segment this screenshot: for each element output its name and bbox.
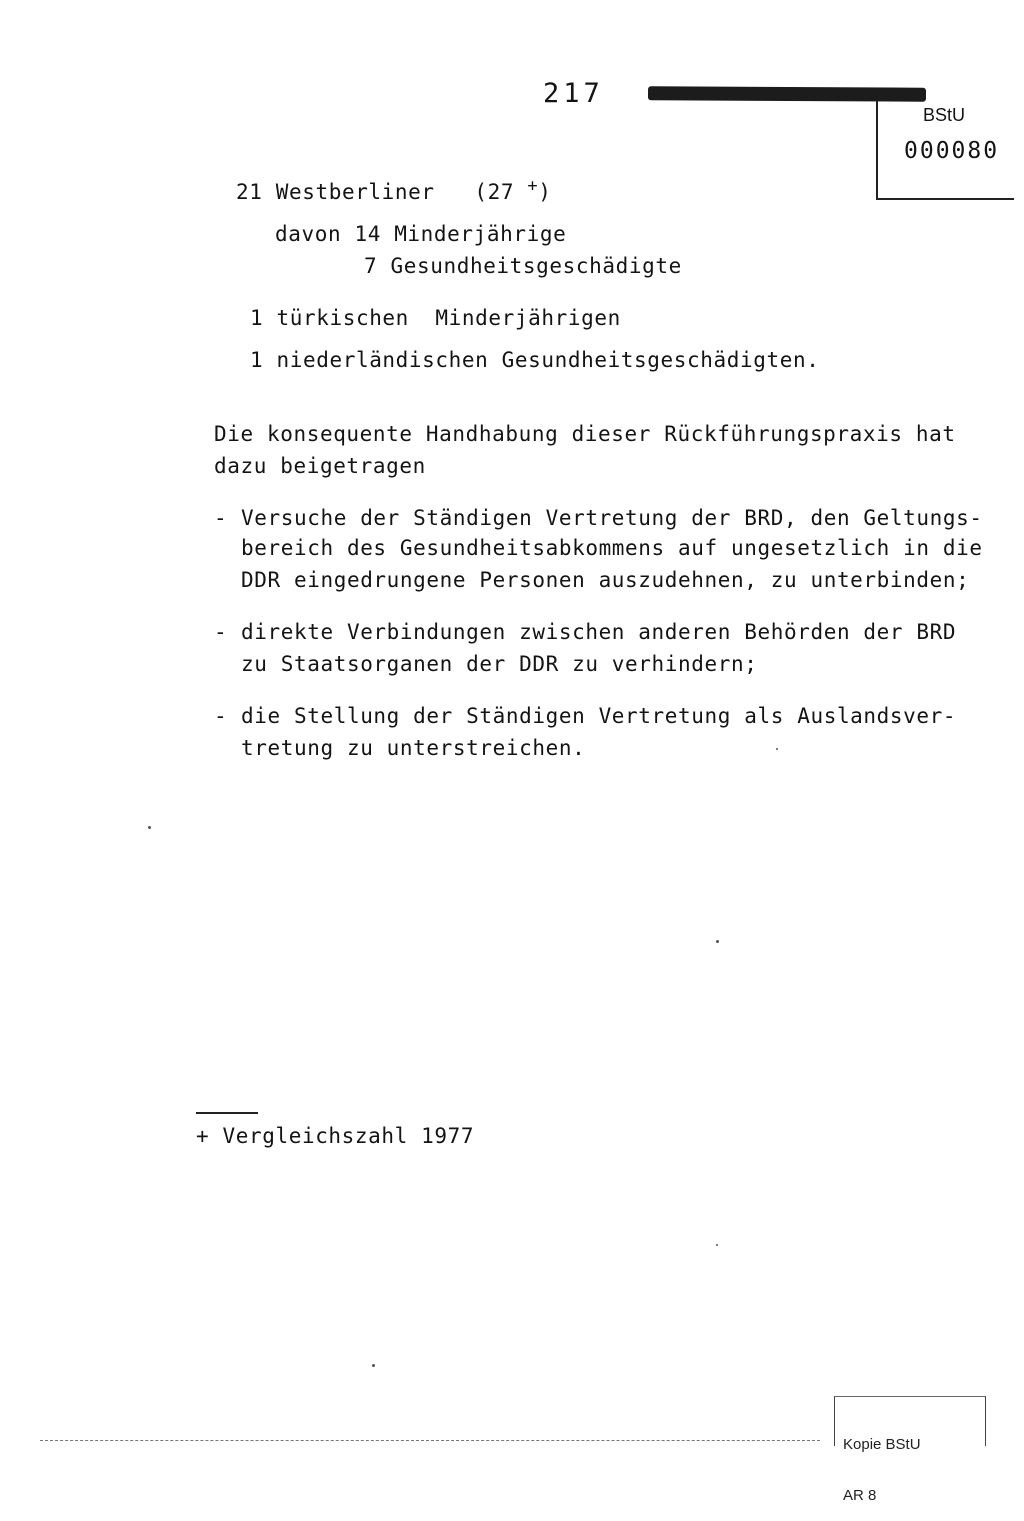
bullet-line: DDR eingedrungene Personen auszudehnen, zu unterbinden; — [241, 568, 970, 592]
scan-speck — [716, 1244, 718, 1246]
comparison-mark: + — [527, 176, 539, 196]
scan-speck — [148, 826, 151, 829]
bullet-line: tretung zu unterstreichen. — [241, 736, 586, 760]
bullet-dash: - — [214, 704, 228, 728]
bullet-line: zu Staatsorganen der DDR zu verhindern; — [241, 652, 758, 676]
stats-health-line: 7 Gesundheitsgeschädigte — [364, 254, 682, 278]
bullet-dash: - — [214, 620, 228, 644]
intro-line: Die konsequente Handhabung dieser Rückführungspraxis hat — [214, 422, 956, 446]
bullet-line: direkte Verbindungen zwischen anderen Behörden der BRD — [241, 620, 957, 644]
bullet-line: bereich des Gesundheitsabkommens auf ungesetzlich in die — [241, 536, 983, 560]
bottom-edge-line — [40, 1440, 820, 1441]
bullet-line: die Stellung der Ständigen Vertretung als Auslandsver- — [241, 704, 957, 728]
westberliner-count: 21 Westberliner — [236, 180, 435, 204]
stats-minors-line: davon 14 Minderjährige — [275, 222, 567, 246]
stats-dutch-line: 1 niederländischen Gesundheitsgeschädigten. — [250, 348, 820, 372]
bullet-line: Versuche der Ständigen Vertretung der BRD, den Geltungs- — [241, 506, 983, 530]
stats-westberliner-line — [236, 176, 551, 210]
copy-stamp — [834, 1396, 986, 1504]
copy-stamp-reference: AR 8 — [843, 1487, 877, 1504]
comparison-value: (27 +) — [474, 176, 552, 204]
stats-turkish-line: 1 türkischen Minderjährigen — [250, 306, 621, 330]
stamp-organization: BStU — [923, 105, 966, 125]
scan-speck — [776, 748, 778, 750]
scan-speck — [372, 1364, 375, 1367]
page-number: 217 — [543, 78, 604, 109]
footnote: + Vergleichszahl 1977 — [196, 1124, 475, 1148]
footnote-rule — [196, 1112, 258, 1114]
bullet-dash: - — [214, 506, 228, 530]
scan-speck — [716, 940, 719, 943]
copy-stamp-label: Kopie BStU — [843, 1436, 921, 1453]
stamp-number: 000080 — [904, 138, 1000, 164]
intro-line: dazu beigetragen — [214, 454, 426, 478]
